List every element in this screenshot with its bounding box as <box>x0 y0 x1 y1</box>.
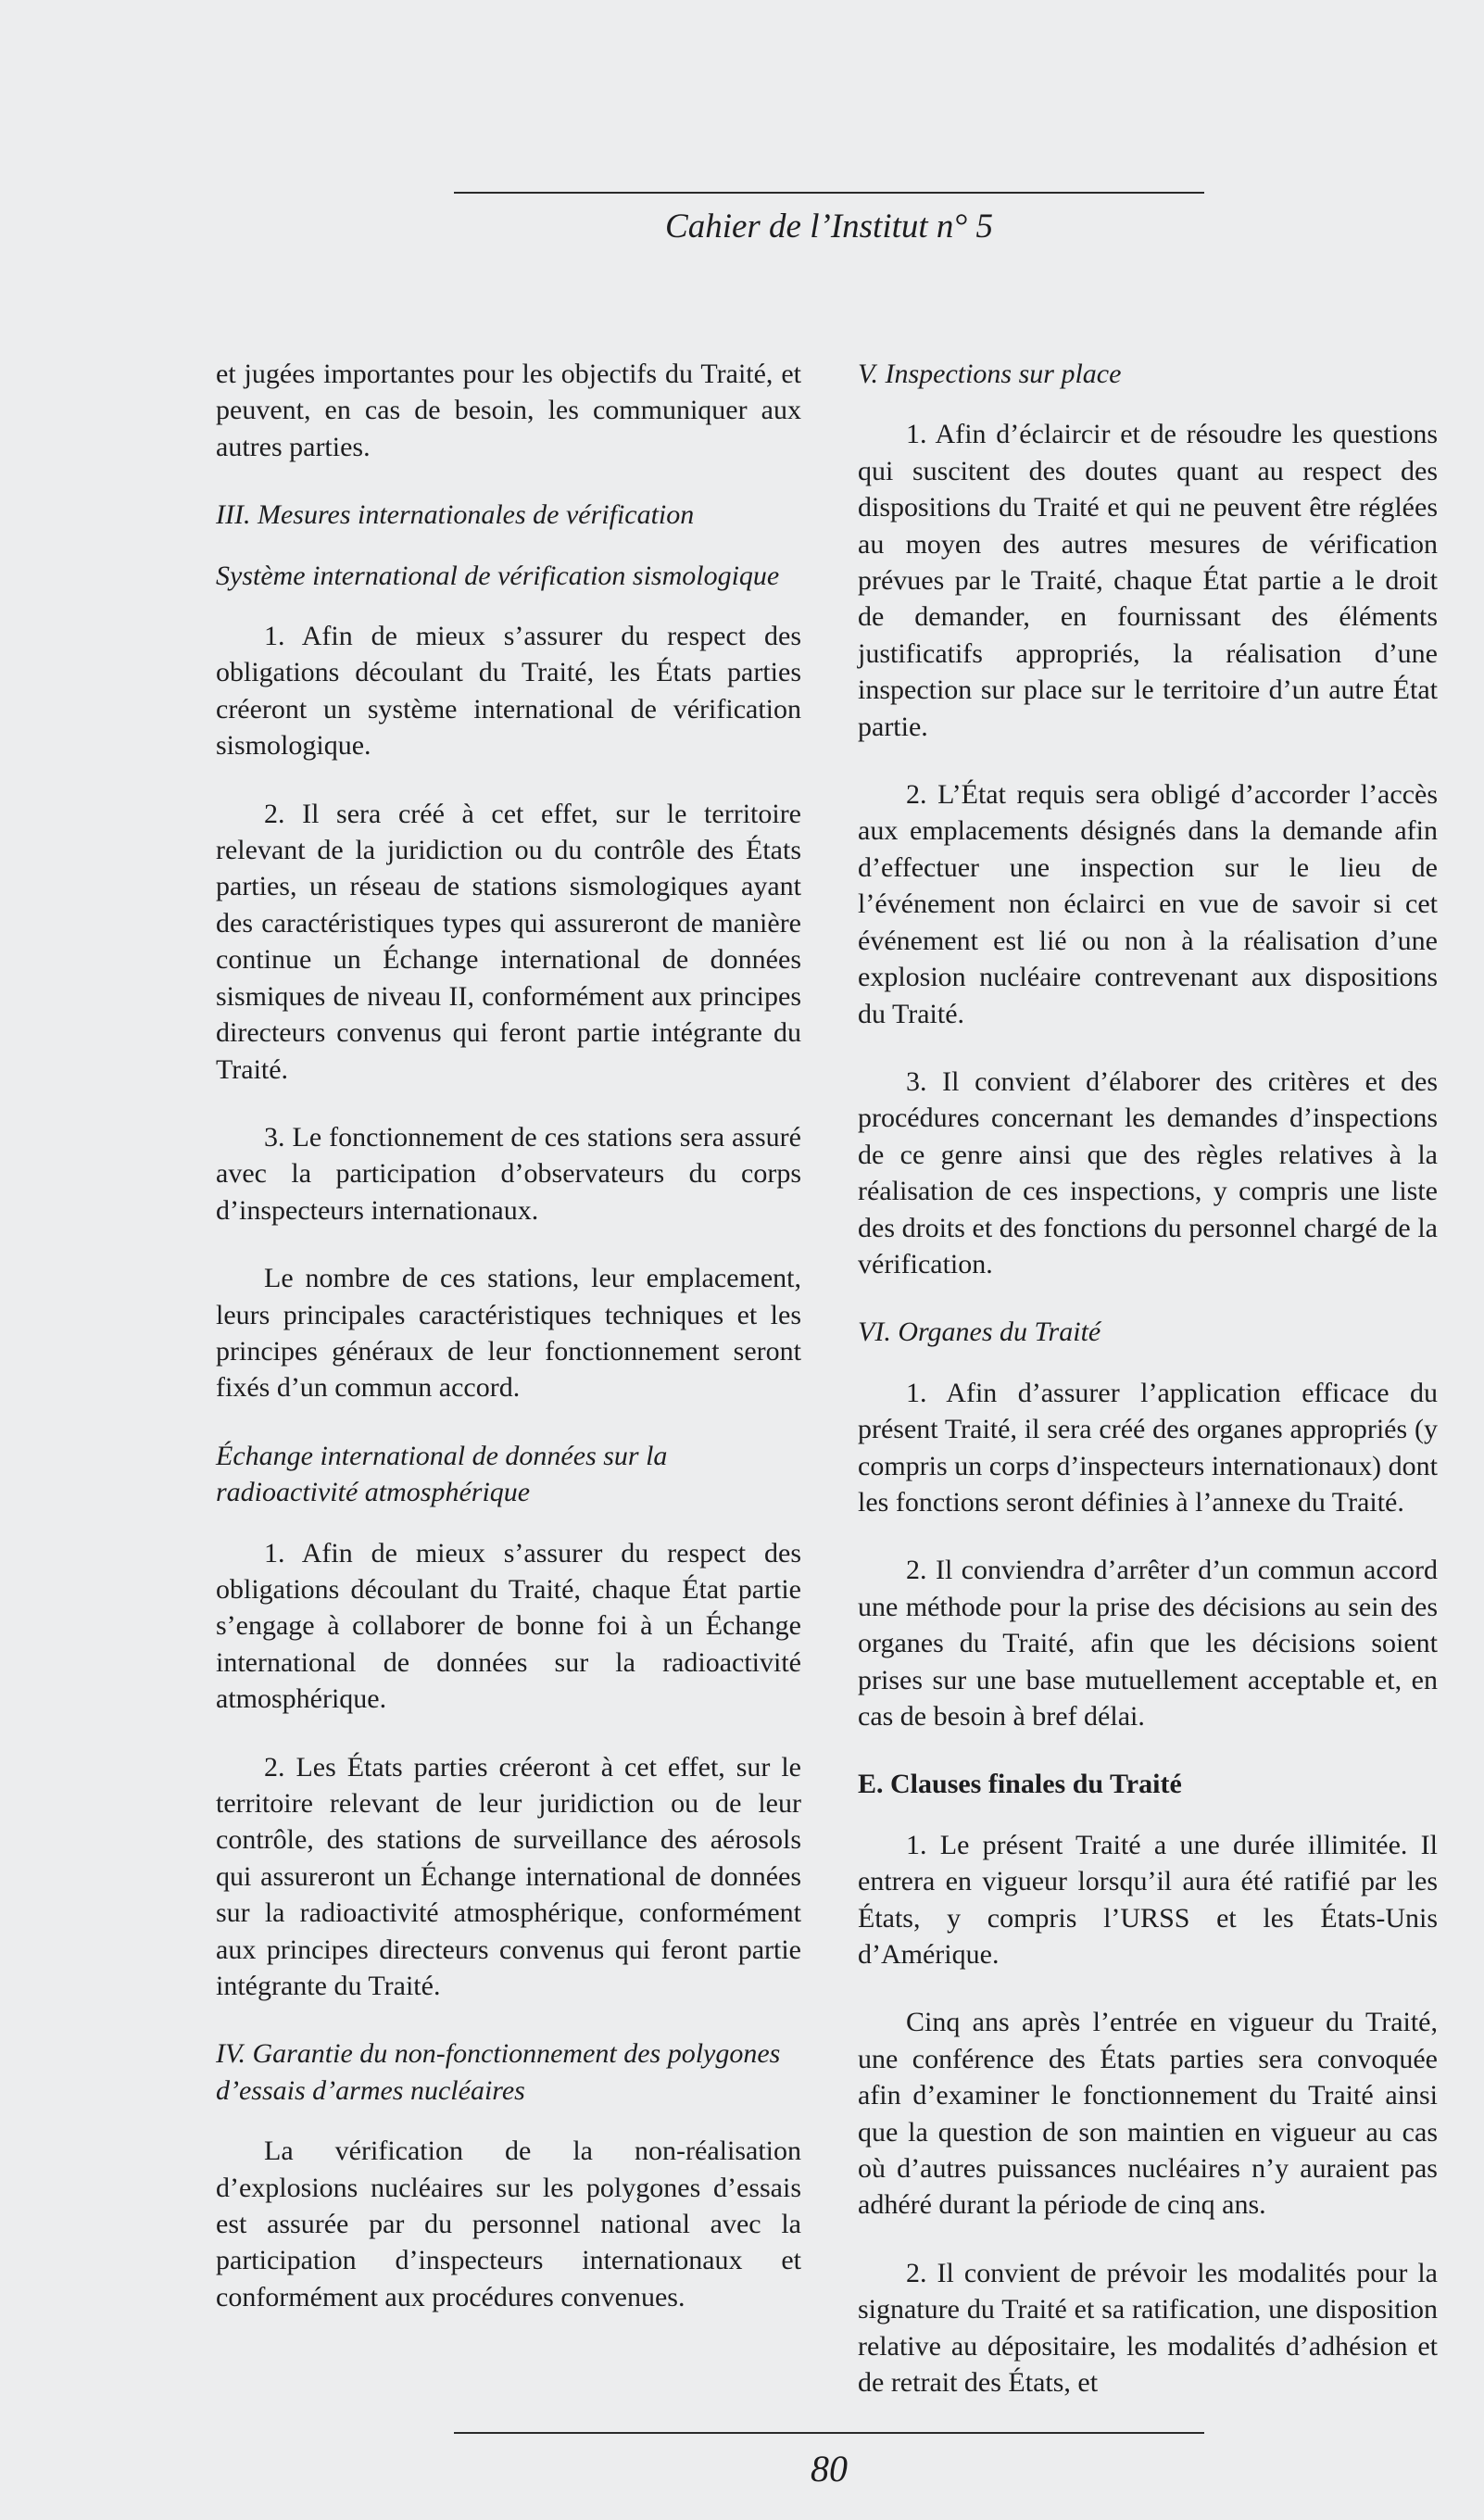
paragraph: 1. Afin de mieux s’assurer du respect des obligations découlant du Traité, les États parties créeront un système international de vérification sismologique. <box>216 621 801 762</box>
section-heading-iv: IV. Garantie du non-fonctionnement des polygones d’essais d’armes nucléaires <box>216 2038 781 2106</box>
paragraph: et jugées importantes pour les objectifs du Traité, et peuvent, en cas de besoin, les communiquer aux autres parties. <box>216 359 801 462</box>
page-number: 80 <box>811 2448 848 2489</box>
running-header: Cahier de l’Institut n° 5 <box>665 208 993 246</box>
paragraph: 3. Il convient d’élaborer des critères et des procédures concernant les demandes d’inspections de ce genre ainsi que des règles relatives à la réalisation de ces inspections, y compris une liste des droits et des fonctions du personnel chargé de la vérification. <box>858 1065 1438 1279</box>
paragraph: 1. Le présent Traité a une durée illimitée. Il entrera en vigueur lorsqu’il aura été ratifié par les États, y compris l’URSS et les États-Unis d’Amérique. <box>858 1829 1438 1971</box>
left-column <box>216 356 801 2347</box>
header-rule <box>454 192 1204 194</box>
paragraph: 2. L’État requis sera obligé d’accorder l’accès aux emplacements désignés dans la demande afin d’effectuer une inspection sur le lieu de l’événement non éclairci en vue de savoir si cet événement est lié ou non à la réalisation d’une explosion nucléaire contrevenant aux dispositions du Traité. <box>858 779 1438 1029</box>
paragraph: 1. Afin d’assurer l’application efficace du présent Traité, il sera créé des organes appropriés (y compris un corps d’inspecteurs internationaux) dont les fonctions seront définies à l’annexe du Traité. <box>858 1377 1438 1518</box>
paragraph: 2. Il sera créé à cet effet, sur le territoire relevant de la juridiction ou du contrôle des États parties, un réseau de stations sismologiques ayant des caractéristiques types qui assureront de manière continue un Échange international de données sismiques de niveau II, conformément aux principes directeurs convenus qui feront partie intégrante du Traité. <box>216 798 801 1085</box>
section-heading-e: E. Clauses finales du Traité <box>858 1769 1182 1800</box>
section-heading-v: V. Inspections sur place <box>858 359 1122 389</box>
paragraph: 1. Afin de mieux s’assurer du respect des obligations découlant du Traité, chaque État partie s’engage à collaborer de bonne foi à un Échange international de données sur la radioactivité atmosphérique. <box>216 1537 801 1715</box>
paragraph: 1. Afin d’éclaircir et de résoudre les questions qui suscitent des doutes quant au respect des dispositions du Traité et qui ne peuvent être réglées au moyen des autres mesures de vérification prévues par le Traité, chaque État partie a le droit de demander, en fournissant des éléments justificatifs appropriés, la réalisation d’une inspection sur place sur le territoire d’un autre État partie. <box>858 419 1438 742</box>
footer-rule <box>454 2432 1204 2434</box>
section-heading-iii: III. Mesures internationales de vérification <box>216 499 695 531</box>
subsection-heading-seismic: Système international de vérification sismologique <box>216 560 780 591</box>
paragraph: 2. Il conviendra d’arrêter d’un commun accord une méthode pour la prise des décisions au sein des organes du Traité, afin que les décisions soient prises sur une base mutuellement acceptable et, en cas de besoin à bref délai. <box>858 1555 1438 1732</box>
paragraph: Cinq ans après l’entrée en vigueur du Traité, une conférence des États parties sera convoquée afin d’examiner le fonctionnement du Traité ainsi que la question de son maintien en vigueur au cas où d’autres puissances nucléaires n’y auraient pas adhéré durant la période de cinq ans. <box>858 2007 1438 2221</box>
paragraph: Le nombre de ces stations, leur emplacement, leurs principales caractéristiques techniques et les principes généraux de leur fonctionnement seront fixés d’un commun accord. <box>216 1263 801 1404</box>
paragraph: 2. Les États parties créeront à cet effet, sur le territoire relevant de leur juridiction ou de leur contrôle, des stations de surveillance des aérosols qui assureront un Échange international de données sur la radioactivité atmosphérique, conformément aux principes directeurs convenus qui feront partie intégrante du Traité. <box>216 1751 801 2002</box>
paragraph: La vérification de la non-réalisation d’explosions nucléaires sur les polygones d’essais est assurée par du personnel national avec la participation d’inspecteurs internationaux et conformément aux procédures convenues. <box>216 2136 801 2312</box>
section-heading-vi: VI. Organes du Traité <box>858 1317 1101 1348</box>
subsection-heading-radioactivity: Échange international de données sur la radioactivité atmosphérique <box>216 1440 668 1508</box>
paragraph: 3. Le fonctionnement de ces stations sera assuré avec la participation d’observateurs du corps d’inspecteurs internationaux. <box>216 1121 801 1226</box>
paragraph: 2. Il convient de prévoir les modalités pour la signature du Traité et sa ratification, une disposition relative au dépositaire, les modalités d’adhésion et de retrait des États, et <box>858 2257 1438 2399</box>
right-column <box>858 356 1438 2433</box>
